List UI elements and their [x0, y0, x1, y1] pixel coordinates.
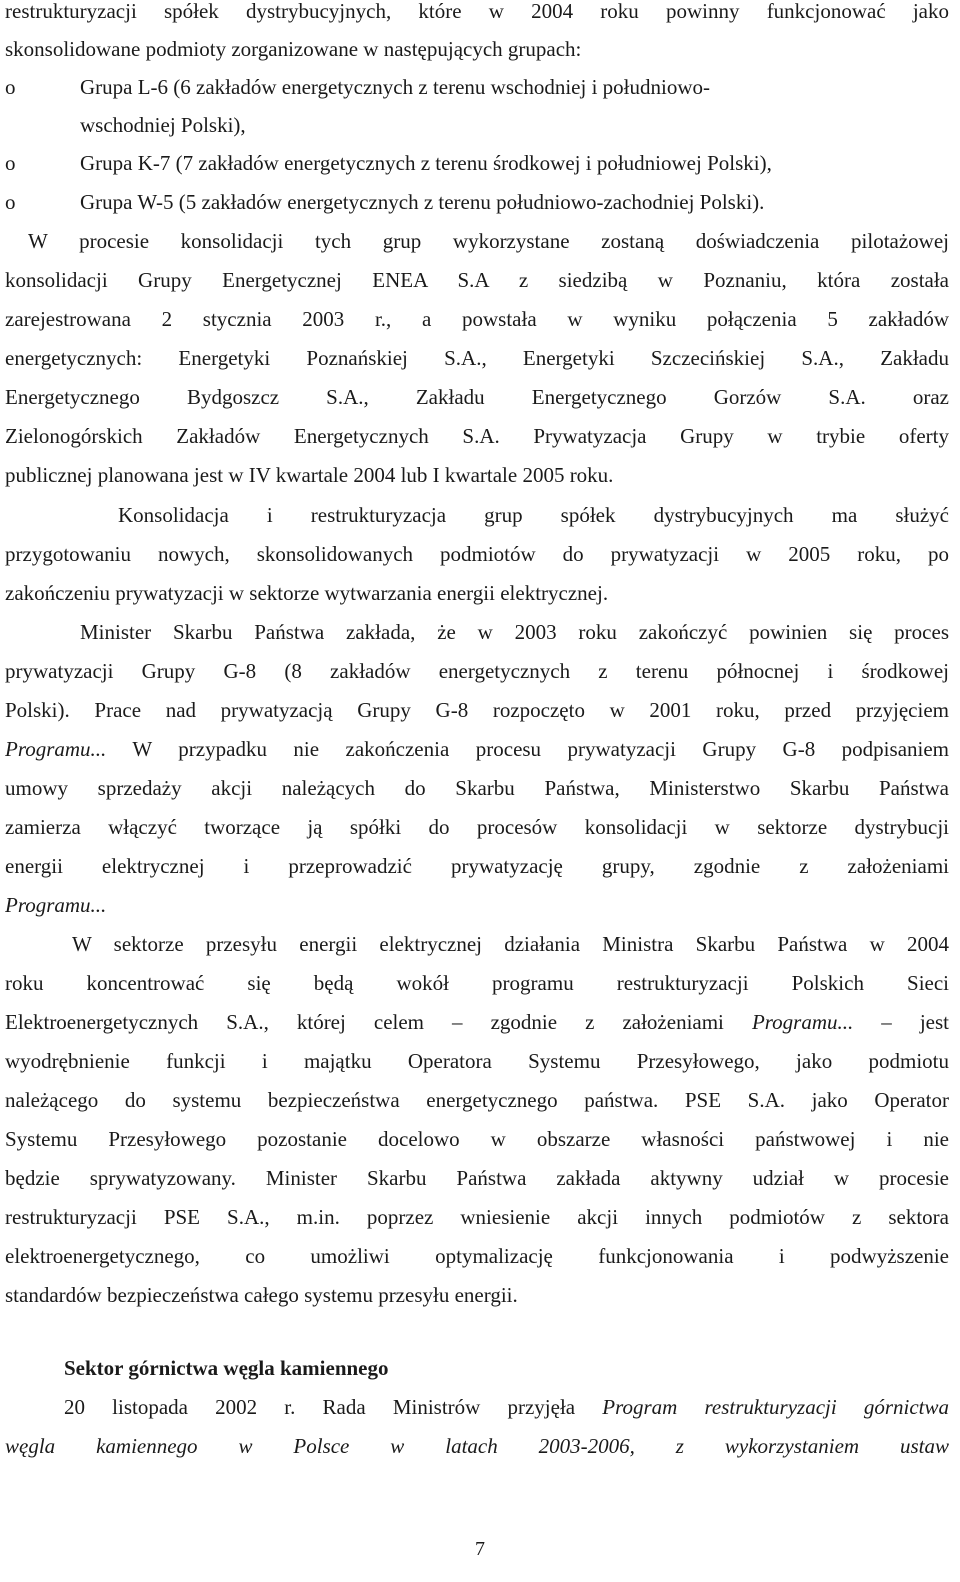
text-line: standardów bezpieczeństwa całego systemu przesyłu energii.: [5, 1283, 518, 1307]
list-item-text: Grupa L-6 (6 zakładów energetycznych z terenu wschodniej i południowo-: [80, 75, 710, 99]
text-line: zakończeniu prywatyzacji w sektorze wytwarzania energii elektrycznej.: [5, 581, 609, 605]
text-line: węgla kamiennego w Polsce w latach 2003-2006, z wykorzystaniem ustaw: [5, 1434, 949, 1458]
text-span: Elektroenergetycznych S.A., której celem – zgodnie z założeniami: [5, 1010, 752, 1034]
text-line: skonsolidowane podmioty zorganizowane w następujących grupach:: [5, 37, 582, 61]
program-title: Program restrukturyzacji górnictwa: [602, 1395, 949, 1419]
text-line: umowy sprzedaży akcji należących do Skarbu Państwa, Ministerstwo Skarbu Państwa: [5, 776, 949, 800]
text-line: energetycznych: Energetyki Poznańskiej S.A., Energetyki Szczecińskiej S.A., Zakładu: [5, 346, 949, 370]
program-ref: Programu...: [751, 1010, 854, 1034]
text-line: będzie sprywatyzowany. Minister Skarbu Państwa zakłada aktywny udział w procesie: [5, 1166, 949, 1190]
program-ref: Programu...: [5, 737, 107, 761]
text-line: konsolidacji Grupy Energetycznej ENEA S.A z siedzibą w Poznaniu, która została: [5, 268, 949, 292]
text-line: przygotowaniu nowych, skonsolidowanych podmiotów do prywatyzacji w 2005 roku, po: [5, 542, 949, 566]
text-line: Polski). Prace nad prywatyzacją Grupy G-8 rozpoczęto w 2001 roku, przed przyjęciem: [5, 698, 949, 722]
text-line: Systemu Przesyłowego pozostanie docelowo w obszarze własności państwowej i nie: [5, 1127, 949, 1151]
text-line: [5, 886, 949, 924]
bullet: o: [5, 151, 16, 175]
bullet: o: [5, 75, 16, 99]
text-line: zamierza włączyć tworzące ją spółki do procesów konsolidacji w sektorze dystrybucji: [5, 815, 949, 839]
text-span: W przypadku nie zakończenia procesu prywatyzacji Grupy G-8 podpisaniem: [106, 737, 949, 761]
text-line: restrukturyzacji PSE S.A., m.in. poprzez wniesienie akcji innych podmiotów z sektora: [5, 1205, 949, 1229]
text-span: 20 listopada 2002 r. Rada Ministrów przyjęła: [64, 1395, 603, 1419]
paragraph-start: Konsolidacja i restrukturyzacja grup spółek dystrybucyjnych ma służyć: [118, 503, 949, 527]
text-line: publicznej planowana jest w IV kwartale 2004 lub I kwartale 2005 roku.: [5, 463, 614, 487]
page-number: 7: [475, 1538, 485, 1560]
text-span: – jest: [853, 1010, 949, 1034]
paragraph-start: Minister Skarbu Państwa zakłada, że w 2003 roku zakończyć powinien się proces: [80, 620, 949, 644]
text-line: wyodrębnienie funkcji i majątku Operatora Systemu Przesyłowego, jako podmiotu: [5, 1049, 949, 1073]
list-item-text: wschodniej Polski),: [80, 113, 246, 137]
list-item-text: Grupa K-7 (7 zakładów energetycznych z terenu środkowej i południowej Polski),: [80, 151, 772, 175]
paragraph-start: W sektorze przesyłu energii elektrycznej działania Ministra Skarbu Państwa w 2004: [72, 932, 949, 956]
text-line: elektroenergetycznego, co umożliwi optymalizację funkcjonowania i podwyższenie: [5, 1244, 949, 1268]
paragraph-start: W procesie konsolidacji tych grup wykorzystane zostaną doświadczenia pilotażowej: [28, 229, 949, 253]
text-line: Zielonogórskich Zakładów Energetycznych S.A. Prywatyzacja Grupy w trybie oferty: [5, 424, 949, 448]
program-ref: Programu...: [5, 893, 107, 917]
text-line: restrukturyzacji spółek dystrybucyjnych, które w 2004 roku powinny funkcjonować jako: [5, 0, 949, 23]
paragraph-start: [64, 1388, 949, 1426]
bullet: o: [5, 190, 16, 214]
text-line: energii elektrycznej i przeprowadzić prywatyzację grupy, zgodnie z założeniami: [5, 854, 949, 878]
text-line: prywatyzacji Grupy G-8 (8 zakładów energetycznych z terenu północnej i środkowej: [5, 659, 949, 683]
section-heading: Sektor górnictwa węgla kamiennego: [64, 1356, 389, 1380]
text-line: należącego do systemu bezpieczeństwa energetycznego państwa. PSE S.A. jako Operator: [5, 1088, 949, 1112]
text-line: [5, 1003, 949, 1041]
list-item-text: Grupa W-5 (5 zakładów energetycznych z terenu południowo-zachodniej Polski).: [80, 190, 765, 214]
text-line: [5, 730, 949, 768]
text-line: zarejestrowana 2 stycznia 2003 r., a powstała w wyniku połączenia 5 zakładów: [5, 307, 949, 331]
text-line: roku koncentrować się będą wokół programu restrukturyzacji Polskich Sieci: [5, 971, 949, 995]
text-line: Energetycznego Bydgoszcz S.A., Zakładu Energetycznego Gorzów S.A. oraz: [5, 385, 949, 409]
